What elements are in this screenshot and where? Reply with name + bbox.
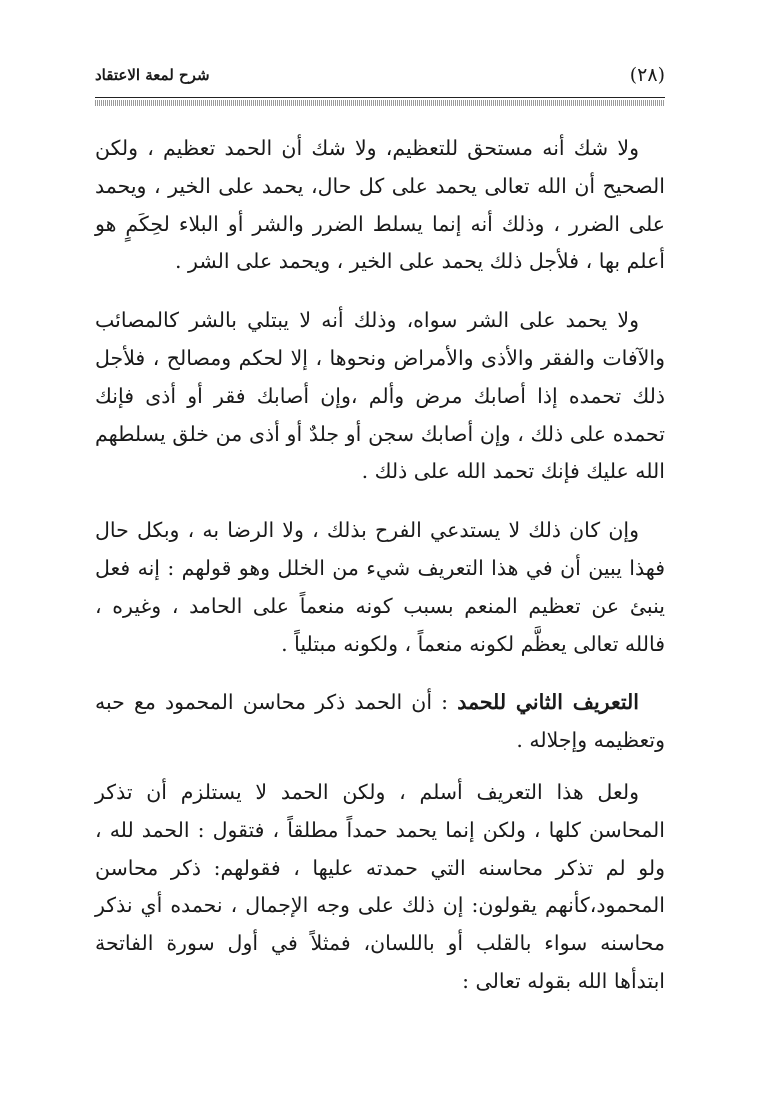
running-header: [95, 62, 665, 92]
paragraph-1: ولا شك أنه مستحق للتعظيم، ولا شك أن الحمد تعظيم ، ولكن الصحيح أن الله تعالى يحمد على كل حال، يحمد على الخير ، ويحمد على الضرر ، وذلك أنه إنما يسلط الضرر والشر أو البلاء لحِكَمٍ هو أعلم بها ، فلأجل ذلك يحمد على الخير ، ويحمد على الشر .: [95, 136, 665, 274]
paragraph-4: [95, 684, 665, 760]
definition-text: : أن الحمد ذكر محاسن المحمود مع حبه وتعظيمه وإجلاله .: [95, 690, 665, 753]
paragraph-3: وإن كان ذلك لا يستدعي الفرح بذلك ، ولا الرضا به ، وبكل حال فهذا يبين أن في هذا التعريف شيء من الخلل وهو قولهم : إنه فعل ينبئ عن تعظيم المنعم بسبب كونه منعماً على الحامد ، وغيره ، فالله تعالى يعظَّم لكونه منعماً ، ولكونه مبتلياً .: [95, 518, 665, 656]
definition-term: التعريف الثاني للحمد: [457, 690, 639, 715]
header-rule: [95, 97, 665, 106]
paragraph-2: ولا يحمد على الشر سواه، وذلك أنه لا يبتلي بالشر كالمصائب والآفات والفقر والأذى والأمراض ونحوها ، إلا لحكم ومصالح ، فلأجل ذلك تحمده إذا أصابك مرض وألم ،وإن أصابك فقر أو أذى فإنك تحمده على ذلك ، وإن أصابك سجن أو جلدٌ أو أذى من خلق يسلطهم الله عليك فإنك تحمد الله على ذلك .: [95, 308, 665, 484]
page-number: (٢٨): [629, 64, 665, 86]
running-title: شرح لمعة الاعتقاد: [95, 66, 210, 84]
paragraph-5: ولعل هذا التعريف أسلم ، ولكن الحمد لا يستلزم أن تذكر المحاسن كلها ، ولكن إنما يحمد حمداً مطلقاً ، فتقول : الحمد لله ، ولو لم تذكر محاسنه التي حمدته عليها ، فقولهم: ذكر محاسن المحمود،كأنهم يقولون: إن ذلك على وجه الإجمال ، نحمده أي نذكر محاسنه سواء بالقلب أو باللسان، فمثلاً في أول سورة الفاتحة ابتدأها الله بقوله تعالى :: [95, 779, 665, 993]
body-text: [95, 130, 665, 1022]
